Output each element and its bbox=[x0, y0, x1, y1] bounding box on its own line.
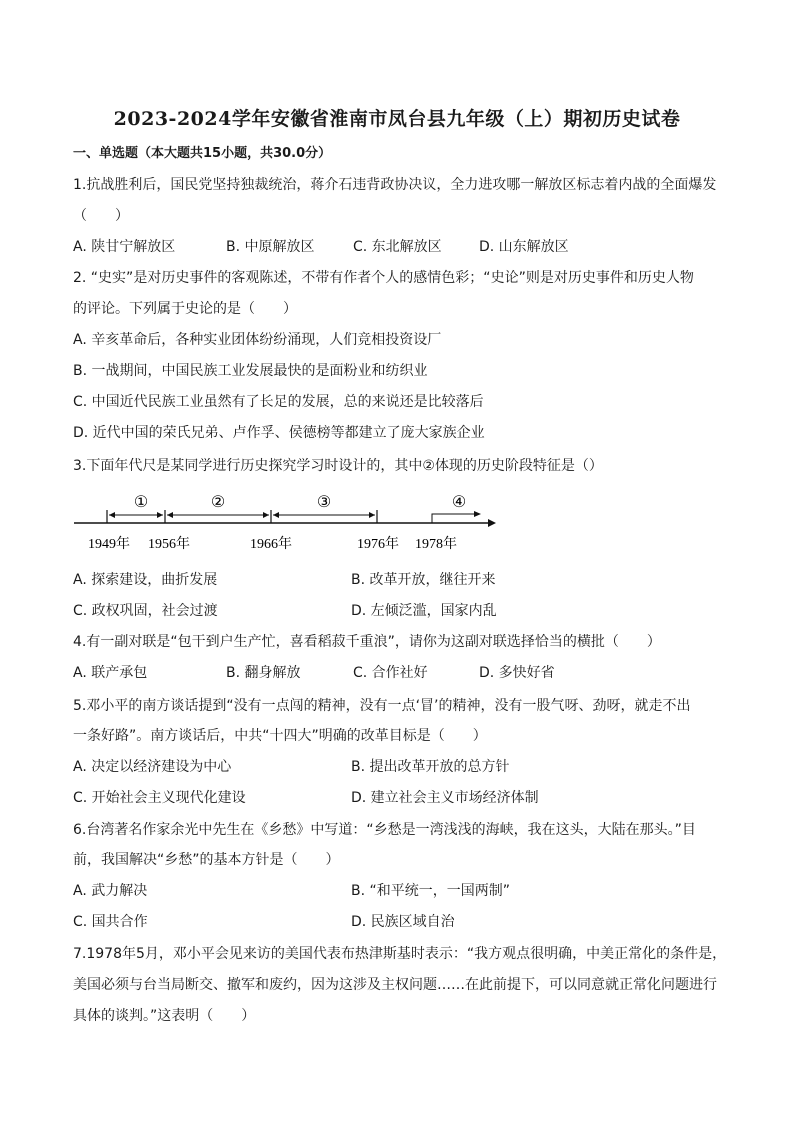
timeline-mark-4: ④ bbox=[451, 494, 467, 511]
q5-option-c: C. 开始社会主义现代化建设 bbox=[73, 790, 246, 806]
question-7-stem: 7.1978年5月，邓小平会见来访的美国代表布热津斯基时表示：“我方观点很明确，中美正常化的条件是， bbox=[73, 946, 727, 962]
question-7-stem-cont: 美国必须与台当局断交、撤军和废约，因为这涉及主权问题……在此前提下，可以同意就正常化问题进行 bbox=[73, 977, 717, 993]
question-2-stem: 2. “史实”是对历史事件的客观陈述，不带有作者个人的感情色彩；“史论”则是对历史事件和历史人物 bbox=[73, 270, 694, 286]
q3-option-d: D. 左倾泛滥，国家内乱 bbox=[351, 603, 497, 619]
q6-option-a: A. 武力解决 bbox=[73, 883, 148, 899]
q2-option-b: B. 一战期间，中国民族工业发展最快的是面粉业和纺织业 bbox=[73, 363, 428, 379]
question-4-stem: 4.有一副对联是“包干到户生产忙，喜看稻菽千重浪”，请你为这副对联选择恰当的横批（ ） bbox=[73, 634, 661, 650]
q2-option-c: C. 中国近代民族工业虽然有了长足的发展，总的来说还是比较落后 bbox=[73, 394, 484, 410]
q1-option-d: D. 山东解放区 bbox=[479, 239, 569, 255]
q4-option-d: D. 多快好省 bbox=[479, 665, 555, 681]
q6-option-b: B. “和平统一，一国两制” bbox=[351, 883, 511, 899]
q5-option-d: D. 建立社会主义市场经济体制 bbox=[351, 790, 539, 806]
timeline-mark-2: ② bbox=[210, 494, 226, 511]
q3-option-b: B. 改革开放，继往开来 bbox=[351, 572, 496, 588]
timeline-mark-1: ① bbox=[133, 494, 149, 511]
q6-option-c: C. 国共合作 bbox=[73, 914, 148, 930]
question-2-stem-cont: 的评论。下列属于史论的是（ ） bbox=[73, 301, 297, 317]
q2-option-d: D. 近代中国的荣氏兄弟、卢作孚、侯德榜等都建立了庞大家族企业 bbox=[73, 425, 485, 441]
question-5-stem: 5.邓小平的南方谈话提到“没有一点闯的精神，没有一点‘冒’的精神，没有一股气呀、劲呀，就走不出 bbox=[73, 698, 691, 714]
q1-option-b: B. 中原解放区 bbox=[226, 239, 315, 255]
q1-option-c: C. 东北解放区 bbox=[353, 239, 442, 255]
section-heading: 一、单选题（本大题共15小题，共30.0分） bbox=[73, 146, 332, 161]
timeline-mark-3: ③ bbox=[316, 494, 332, 511]
q5-option-a: A. 决定以经济建设为中心 bbox=[73, 759, 232, 775]
q2-option-a: A. 辛亥革命后，各种实业团体纷纷涌现，人们竞相投资设厂 bbox=[73, 332, 442, 348]
question-1-stem: 1.抗战胜利后，国民党坚持独裁统治，蒋介石违背政协决议，全力进攻哪一解放区标志着内战的全面爆发 bbox=[73, 177, 717, 193]
q4-option-b: B. 翻身解放 bbox=[226, 665, 301, 681]
timeline-year-1978: 1978年 bbox=[415, 537, 457, 552]
timeline-year-1976: 1976年 bbox=[357, 537, 399, 552]
timeline-year-1956: 1956年 bbox=[148, 537, 190, 552]
q6-option-d: D. 民族区域自治 bbox=[351, 914, 455, 930]
page-title: 2023-2024学年安徽省淮南市凤台县九年级（上）期初历史试卷 bbox=[113, 108, 681, 130]
q3-option-c: C. 政权巩固，社会过渡 bbox=[73, 603, 218, 619]
question-7-stem-end: 具体的谈判。”这表明（ ） bbox=[73, 1008, 256, 1024]
timeline-year-1949: 1949年 bbox=[88, 537, 130, 552]
q4-option-c: C. 合作社好 bbox=[353, 665, 428, 681]
q1-option-a: A. 陕甘宁解放区 bbox=[73, 239, 176, 255]
q5-option-b: B. 提出改革开放的总方针 bbox=[351, 759, 510, 775]
question-6-stem: 6.台湾著名作家余光中先生在《乡愁》中写道：“乡愁是一湾浅浅的海峡，我在这头，大陆在那头。”目 bbox=[73, 822, 696, 838]
timeline-year-1966: 1966年 bbox=[250, 537, 292, 552]
question-1-blank: （ ） bbox=[73, 208, 129, 224]
q4-option-a: A. 联产承包 bbox=[73, 665, 148, 681]
q3-option-a: A. 探索建设，曲折发展 bbox=[73, 572, 218, 588]
question-5-stem-cont: 一条好路”。南方谈话后，中共“十四大”明确的改革目标是（ ） bbox=[73, 728, 487, 744]
question-3-stem: 3.下面年代尺是某同学进行历史探究学习时设计的，其中②体现的历史阶段特征是（） bbox=[73, 458, 603, 474]
question-6-stem-cont: 前，我国解决“乡愁”的基本方针是（ ） bbox=[73, 852, 340, 868]
timeline-figure bbox=[70, 490, 510, 558]
